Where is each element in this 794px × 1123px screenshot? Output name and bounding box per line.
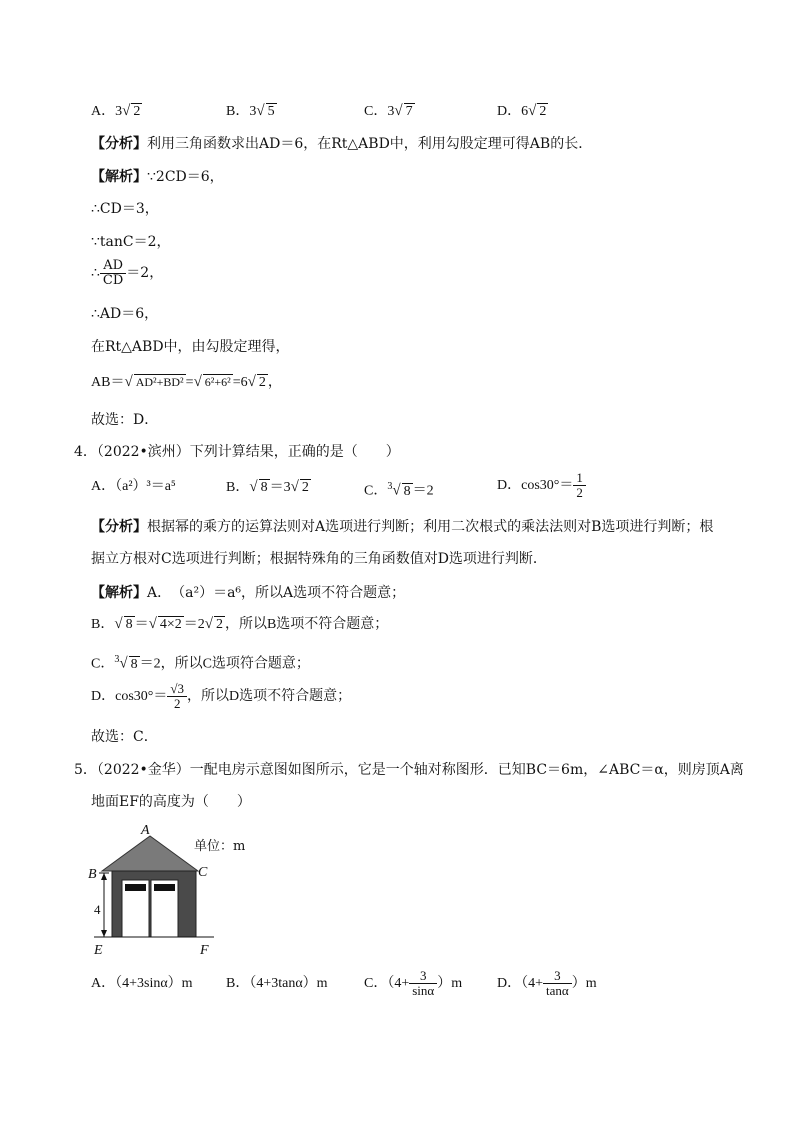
label-c: C: [198, 865, 208, 880]
q4-solution-c: C．$^3$√ 8 ＝2，所以C选项符合题意；: [91, 654, 310, 672]
q4-option-a: A．（a²）³＝a⁵: [91, 479, 176, 494]
q3-option-d: D．6√ 2: [497, 103, 547, 119]
q3-option-a: A．3√ 2: [91, 103, 141, 119]
label-e: E: [94, 943, 103, 958]
q4-title: 4．（2022•滨州）下列计算结果，正确的是（ ）: [74, 444, 400, 460]
q3-solution-1: 【解析】∵2CD＝6，: [91, 169, 224, 185]
q4-solution-d: D．cos30°＝ $\frac{√3}{2}$ ，所以D选项不符合题意；: [91, 681, 352, 712]
q4-analysis-2: 据立方根对C选项进行判断；根据特殊角的三角函数值对D选项进行判断．: [91, 551, 547, 567]
q4-solution-a: 【解析】A． （a²）＝a⁶，所以A选项不符合题意；: [91, 585, 406, 601]
q3-answer: 故选：D．: [91, 412, 159, 428]
label-4: 4: [94, 902, 101, 917]
q4-analysis-1: 【分析】根据幂的乘方的运算法则对A选项进行判断；利用二次根式的乘法法则对B选项进行判断；根: [91, 519, 714, 535]
q3-solution-2: ∴CD＝3，: [91, 201, 159, 217]
q4-answer: 故选：C．: [91, 729, 158, 745]
q5-option-c: C．（4+ $\frac{3}{\sin\alpha}$ ）m: [364, 968, 463, 999]
q3-solution-4: ∴ $\frac{AD}{CD}$ ＝2，: [91, 257, 164, 288]
q5-title-1: 5．（2022•金华）一配电房示意图如图所示，它是一个轴对称图形．已知BC＝6m，∠ABC＝α，则房顶A离: [74, 762, 744, 778]
label-b: B: [88, 867, 97, 882]
q4-option-d: D．cos30°＝ $\frac{1}{2}$: [497, 470, 586, 502]
q5-title-2: 地面EF的高度为（ ）: [91, 794, 251, 810]
q3-solution-6: 在Rt△ABD中，由勾股定理得，: [91, 339, 290, 355]
label-f: F: [200, 943, 209, 958]
q3-option-c: C．3√ 7: [364, 103, 413, 119]
door-band-left: [125, 884, 146, 891]
q4-solution-b: B．√ 8 ＝√ 4×2 ＝2√ 2 ，所以B选项不符合题意；: [91, 616, 389, 632]
q3-solution-5: ∴AD＝6，: [91, 306, 159, 322]
roof: [102, 836, 198, 871]
q3-solution-7: AB＝√ AD²+BD² =√ 6²+6² =6√ 2 ，: [91, 374, 282, 390]
unit-label: 单位：m: [194, 839, 246, 854]
q4-option-b: B．√ 8 ＝3√ 2: [226, 479, 309, 495]
q3-analysis: 【分析】利用三角函数求出AD＝6，在Rt△ABD中，利用勾股定理可得AB的长．: [91, 136, 593, 152]
q5-option-d: D．（4+ $\frac{3}{\tan\alpha}$ ）m: [497, 968, 597, 999]
q5-option-b: B．（4+3tanα）m: [226, 976, 328, 991]
q4-option-c: C．$^3$√ 8 ＝2: [364, 481, 434, 499]
q5-option-a: A．（4+3sinα）m: [91, 976, 193, 991]
q3-option-b: B．3√ 5: [226, 103, 275, 119]
q3-solution-3: ∵tanC＝2，: [91, 234, 171, 250]
label-a: A: [141, 823, 150, 838]
door-band-right: [154, 884, 175, 891]
q5-house-figure: [80, 818, 270, 963]
